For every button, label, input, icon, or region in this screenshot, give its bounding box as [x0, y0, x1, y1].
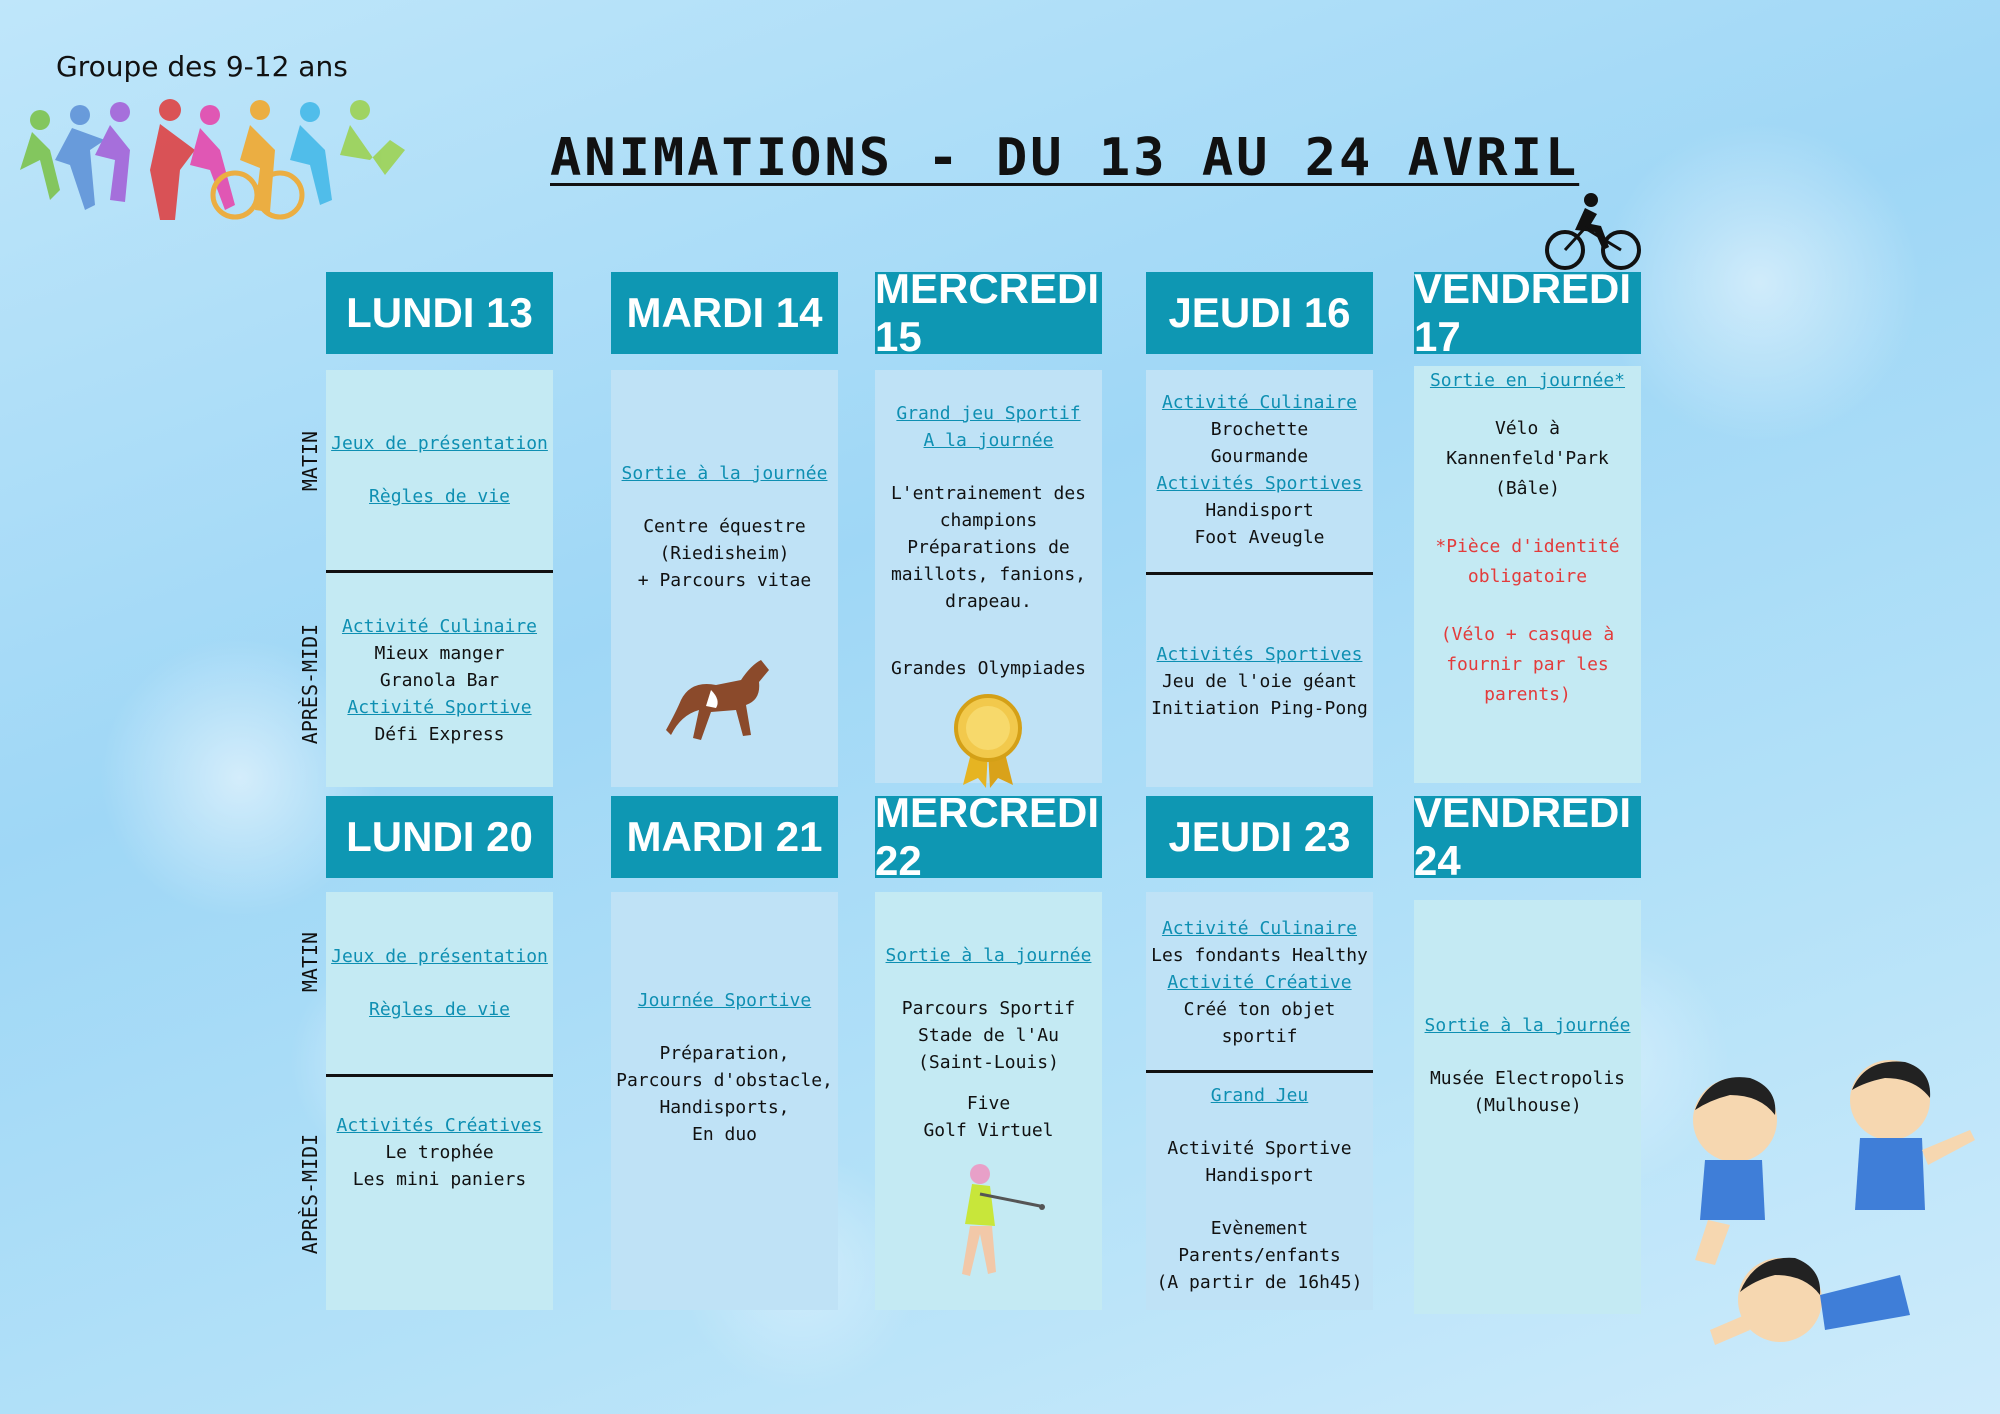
day-box-mardi-21 [611, 892, 838, 1310]
warning-text: *Pièce d'identité [1435, 536, 1620, 557]
day-box-mercredi-15 [875, 370, 1102, 783]
day-box-mardi-14 [611, 370, 838, 787]
day-box-vendredi-17 [1414, 366, 1641, 783]
afternoon-label-week2: APRÈS-MIDI [298, 1133, 322, 1255]
activity-detail: Parcours Sportif [901, 998, 1076, 1019]
warning-text: fournir par les [1446, 654, 1609, 675]
activity-detail: Parents/enfants [1178, 1245, 1341, 1266]
divider [1146, 1070, 1373, 1073]
activity-detail: drapeau. [945, 591, 1032, 612]
warning-text: obligatoire [1467, 566, 1588, 587]
activity-detail: maillots, fanions, [890, 564, 1087, 585]
activity-link[interactable]: Grand Jeu [1210, 1085, 1309, 1106]
activity-detail: Activité Sportive [1167, 1138, 1352, 1159]
afternoon-label-week1: APRÈS-MIDI [298, 623, 322, 745]
activity-detail: Les mini paniers [352, 1168, 527, 1190]
day-header-vendredi-17: VENDREDI 17 [1414, 272, 1641, 354]
group-label: Groupe des 9-12 ans [56, 50, 348, 83]
activity-detail: En duo [691, 1124, 758, 1145]
activity-detail: Préparations de [907, 537, 1070, 558]
activity-detail: champions [939, 510, 1038, 531]
activity-link[interactable]: Sortie à la journée [621, 463, 828, 484]
activity-link[interactable]: Sortie en journée* [1429, 370, 1626, 391]
activity-detail: (A partir de 16h45) [1156, 1272, 1363, 1293]
day-header-mardi-21: MARDI 21 [611, 796, 838, 878]
activity-detail: Handisports, [659, 1097, 790, 1118]
activity-link[interactable]: Sortie à la journée [885, 945, 1092, 966]
activity-detail: (Riedisheim) [659, 543, 790, 564]
activity-detail: Préparation, [659, 1043, 790, 1064]
activity-detail: Mieux manger [374, 642, 505, 664]
activity-detail: Vélo à [1494, 418, 1561, 439]
activity-link[interactable]: A la journée [923, 430, 1054, 451]
day-box-jeudi-16 [1146, 370, 1373, 787]
activity-detail: Grandes Olympiades [890, 658, 1087, 679]
activity-link[interactable]: Règles de vie [369, 999, 510, 1020]
medal-icon [948, 690, 1028, 790]
activity-detail: Gourmande [1210, 446, 1309, 467]
day-box-lundi-13 [326, 370, 553, 787]
day-header-mercredi-22: MERCREDI 22 [875, 796, 1102, 878]
activity-detail: Five [966, 1093, 1011, 1114]
activity-detail: Créé ton objet [1183, 998, 1336, 1020]
activity-link[interactable]: Règles de vie [369, 486, 510, 507]
activity-link[interactable]: Activités Créatives [336, 1114, 543, 1136]
day-header-lundi-13: LUNDI 13 [326, 272, 553, 354]
activity-detail: Parcours d'obstacle, [616, 1070, 833, 1091]
activity-link[interactable]: Journée Sportive [637, 990, 812, 1011]
activity-detail: Granola Bar [379, 669, 500, 691]
day-header-jeudi-16: JEUDI 16 [1146, 272, 1373, 354]
activity-detail: (Bâle) [1494, 478, 1561, 499]
day-header-lundi-20: LUNDI 20 [326, 796, 553, 878]
activity-link[interactable]: Activité Culinaire [341, 615, 538, 637]
activity-detail: Handisport [1205, 500, 1314, 521]
day-box-vendredi-24 [1414, 900, 1641, 1314]
activity-link[interactable]: Jeux de présentation [331, 433, 548, 454]
warning-text: (Vélo + casque à [1440, 624, 1615, 645]
horse-icon [661, 640, 781, 760]
activity-detail: Evènement [1210, 1218, 1309, 1239]
kids-playing-icon [1670, 1060, 1980, 1380]
cyclist-icon [1545, 192, 1641, 272]
morning-label-week1: MATIN [298, 430, 322, 492]
activity-detail: Les fondants Healthy [1151, 944, 1368, 966]
activity-detail: Stade de l'Au [918, 1025, 1059, 1046]
day-box-mercredi-22 [875, 892, 1102, 1310]
activity-link[interactable]: Activités Sportives [1156, 473, 1363, 494]
activity-link[interactable]: Activité Créative [1167, 971, 1352, 993]
activity-detail: sportif [1221, 1025, 1298, 1047]
activity-detail: Brochette [1210, 419, 1309, 440]
activity-detail: Golf Virtuel [923, 1120, 1054, 1141]
day-header-mercredi-15: MERCREDI 15 [875, 272, 1102, 354]
activity-detail: Musée Electropolis [1429, 1068, 1626, 1089]
page-title: ANIMATIONS - DU 13 AU 24 AVRIL [550, 128, 1580, 188]
activity-link[interactable]: Activité Culinaire [1161, 917, 1358, 939]
activity-detail: Foot Aveugle [1194, 527, 1325, 548]
day-box-jeudi-23 [1146, 892, 1373, 1310]
activity-detail: Le trophée [385, 1141, 494, 1163]
activity-link[interactable]: Activité Sportive [347, 696, 532, 718]
athletes-silhouettes-icon [10, 90, 420, 250]
day-header-mardi-14: MARDI 14 [611, 272, 838, 354]
activity-detail: Défi Express [374, 723, 505, 745]
activity-link[interactable]: Jeux de présentation [331, 946, 548, 967]
golfer-icon [940, 1154, 1050, 1304]
activity-detail: (Saint-Louis) [918, 1052, 1059, 1073]
morning-label-week2: MATIN [298, 931, 322, 993]
day-box-lundi-20 [326, 892, 553, 1310]
activity-detail: Initiation Ping-Pong [1151, 697, 1368, 719]
activity-detail: Centre équestre [643, 516, 806, 537]
warning-text: parents) [1484, 684, 1571, 705]
activity-link[interactable]: Activité Culinaire [1161, 392, 1358, 413]
activity-detail: (Mulhouse) [1473, 1095, 1582, 1116]
day-header-vendredi-24: VENDREDI 24 [1414, 796, 1641, 878]
activity-detail: Handisport [1205, 1165, 1314, 1186]
day-header-jeudi-23: JEUDI 23 [1146, 796, 1373, 878]
activity-link[interactable]: Activités Sportives [1156, 643, 1363, 665]
activity-detail: Jeu de l'oie géant [1161, 670, 1358, 692]
activity-detail: L'entrainement des [890, 483, 1087, 504]
activity-link[interactable]: Sortie à la journée [1424, 1015, 1631, 1036]
activity-detail: Kannenfeld'Park [1446, 448, 1609, 469]
activity-detail: + Parcours vitae [637, 570, 812, 591]
activity-link[interactable]: Grand jeu Sportif [896, 403, 1081, 424]
